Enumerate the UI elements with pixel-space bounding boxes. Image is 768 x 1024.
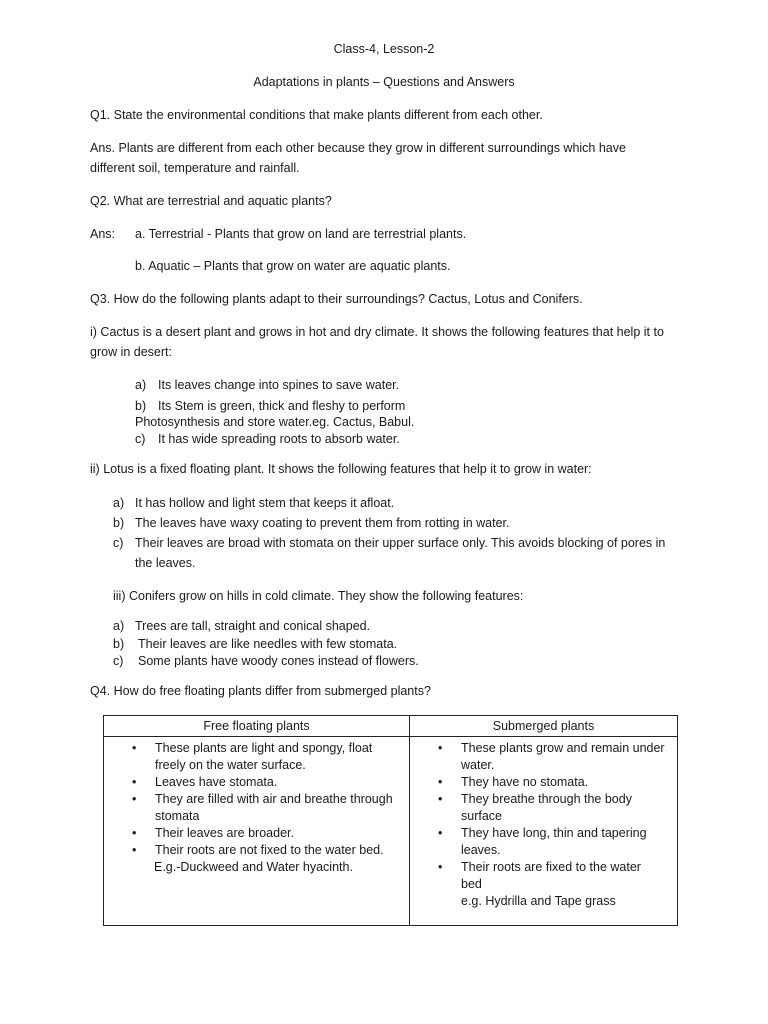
- list-item-cont: [104, 808, 409, 825]
- list-item-text: They are filled with air and breathe through: [155, 792, 393, 806]
- cactus-intro-line1: i) Cactus is a desert plant and grows in hot and dry climate. It shows the following features that help it to: [90, 325, 664, 339]
- bullet: •: [132, 792, 137, 806]
- free-floating-list: [104, 737, 409, 876]
- lotus-item-c: Their leaves are broad with stomata on their upper surface only. This avoids blocking of pores in: [135, 536, 666, 550]
- bullet: •: [132, 826, 137, 840]
- list-item-cont: [410, 808, 677, 825]
- lotus-marker-a: a): [113, 496, 125, 510]
- bullet: •: [132, 843, 137, 857]
- q1-answer-line2: different soil, temperature and rainfall.: [90, 161, 300, 175]
- bullet: •: [438, 826, 443, 840]
- conifers-marker-a: a): [113, 619, 125, 633]
- conifers-marker-b: b): [113, 637, 125, 651]
- list-item-text: surface: [461, 809, 502, 823]
- list-item-text: Their leaves are broader.: [155, 826, 294, 840]
- submerged-list: [410, 737, 677, 910]
- list-item: [104, 825, 409, 842]
- q3-question: Q3. How do the following plants adapt to their surroundings? Cactus, Lotus and Conifers.: [90, 292, 583, 306]
- free-floating-cell: [104, 737, 410, 926]
- list-item-text: They breathe through the body: [461, 792, 632, 806]
- lotus-item-b: The leaves have waxy coating to prevent them from rotting in water.: [135, 516, 510, 530]
- example-line: [104, 859, 409, 876]
- list-item: [104, 740, 409, 757]
- class-lesson-line: Class-4, Lesson-2: [333, 42, 435, 56]
- list-item-text: stomata: [155, 809, 200, 823]
- cactus-item-b: Its Stem is green, thick and fleshy to perform: [158, 399, 406, 413]
- q1-question: Q1. State the environmental conditions that make plants different from each other.: [90, 108, 543, 122]
- list-item-text: Leaves have stomata.: [155, 775, 278, 789]
- list-item-cont: [410, 842, 677, 859]
- lotus-marker-c: c): [113, 536, 124, 550]
- q2-question: Q2. What are terrestrial and aquatic plants?: [90, 194, 332, 208]
- conifers-intro: iii) Conifers grow on hills in cold climate. They show the following features:: [113, 589, 524, 603]
- list-item-text: These plants grow and remain under: [461, 741, 665, 755]
- bullet: •: [438, 741, 443, 755]
- q2-answer-b: b. Aquatic – Plants that grow on water are aquatic plants.: [135, 259, 451, 273]
- example-text: E.g.-Duckweed and Water hyacinth.: [154, 860, 353, 874]
- q2-answer-a: a. Terrestrial - Plants that grow on land are terrestrial plants.: [135, 227, 467, 241]
- list-item-text: bed: [461, 877, 482, 891]
- cactus-intro-line2: grow in desert:: [90, 345, 172, 359]
- list-item: [410, 740, 677, 757]
- list-item-cont: [410, 876, 677, 893]
- list-item: [410, 859, 677, 876]
- lotus-intro: ii) Lotus is a fixed floating plant. It shows the following features that help it to grow in water:: [90, 462, 592, 476]
- bullet: •: [438, 860, 443, 874]
- list-item-text: freely on the water surface.: [155, 758, 306, 772]
- list-item-text: leaves.: [461, 843, 501, 857]
- list-item-text: They have no stomata.: [461, 775, 589, 789]
- q4-question: Q4. How do free floating plants differ from submerged plants?: [90, 684, 431, 698]
- list-item-cont: [104, 757, 409, 774]
- list-item-text: Their roots are fixed to the water: [461, 860, 641, 874]
- lotus-item-c-cont: the leaves.: [135, 556, 196, 570]
- cactus-item-c: It has wide spreading roots to absorb water.: [158, 432, 400, 446]
- list-item: [104, 791, 409, 808]
- bullet: •: [132, 775, 137, 789]
- list-item-text: water.: [461, 758, 495, 772]
- submerged-cell: [410, 737, 678, 926]
- list-item: [410, 791, 677, 808]
- header-submerged: Submerged plants: [410, 716, 678, 737]
- conifers-item-b: Their leaves are like needles with few stomata.: [138, 637, 398, 651]
- table-header-row: [104, 716, 678, 737]
- list-item-text: These plants are light and spongy, float: [155, 741, 373, 755]
- list-item: [410, 825, 677, 842]
- list-item-text: Their roots are not fixed to the water bed.: [155, 843, 384, 857]
- list-item: [410, 774, 677, 791]
- bullet: •: [438, 792, 443, 806]
- lotus-item-a: It has hollow and light stem that keeps it afloat.: [135, 496, 395, 510]
- conifers-item-a: Trees are tall, straight and conical shaped.: [135, 619, 371, 633]
- list-item-text: They have long, thin and tapering: [461, 826, 647, 840]
- cactus-marker-a: a): [135, 378, 147, 392]
- bullet: •: [438, 775, 443, 789]
- list-item-cont: [410, 757, 677, 774]
- lotus-marker-b: b): [113, 516, 125, 530]
- bullet: •: [132, 741, 137, 755]
- comparison-table: [103, 715, 678, 926]
- conifers-marker-c: c): [113, 654, 124, 668]
- q2-ans-label: Ans:: [90, 227, 116, 241]
- cactus-marker-c: c): [135, 432, 146, 446]
- table-row: [104, 737, 678, 926]
- page-title: Adaptations in plants – Questions and Answers: [253, 75, 515, 89]
- cactus-item-a: Its leaves change into spines to save water.: [158, 378, 400, 392]
- list-item: [104, 842, 409, 859]
- example-line: [410, 893, 677, 910]
- cactus-item-b-cont: Photosynthesis and store water.eg. Cactus, Babul.: [135, 415, 415, 429]
- conifers-item-c: Some plants have woody cones instead of flowers.: [138, 654, 419, 668]
- header-free-floating: Free floating plants: [104, 716, 410, 737]
- cactus-marker-b: b): [135, 399, 147, 413]
- list-item: [104, 774, 409, 791]
- example-text: e.g. Hydrilla and Tape grass: [461, 894, 616, 908]
- q1-answer-line1: Ans. Plants are different from each other because they grow in different surroundings which have: [90, 141, 626, 155]
